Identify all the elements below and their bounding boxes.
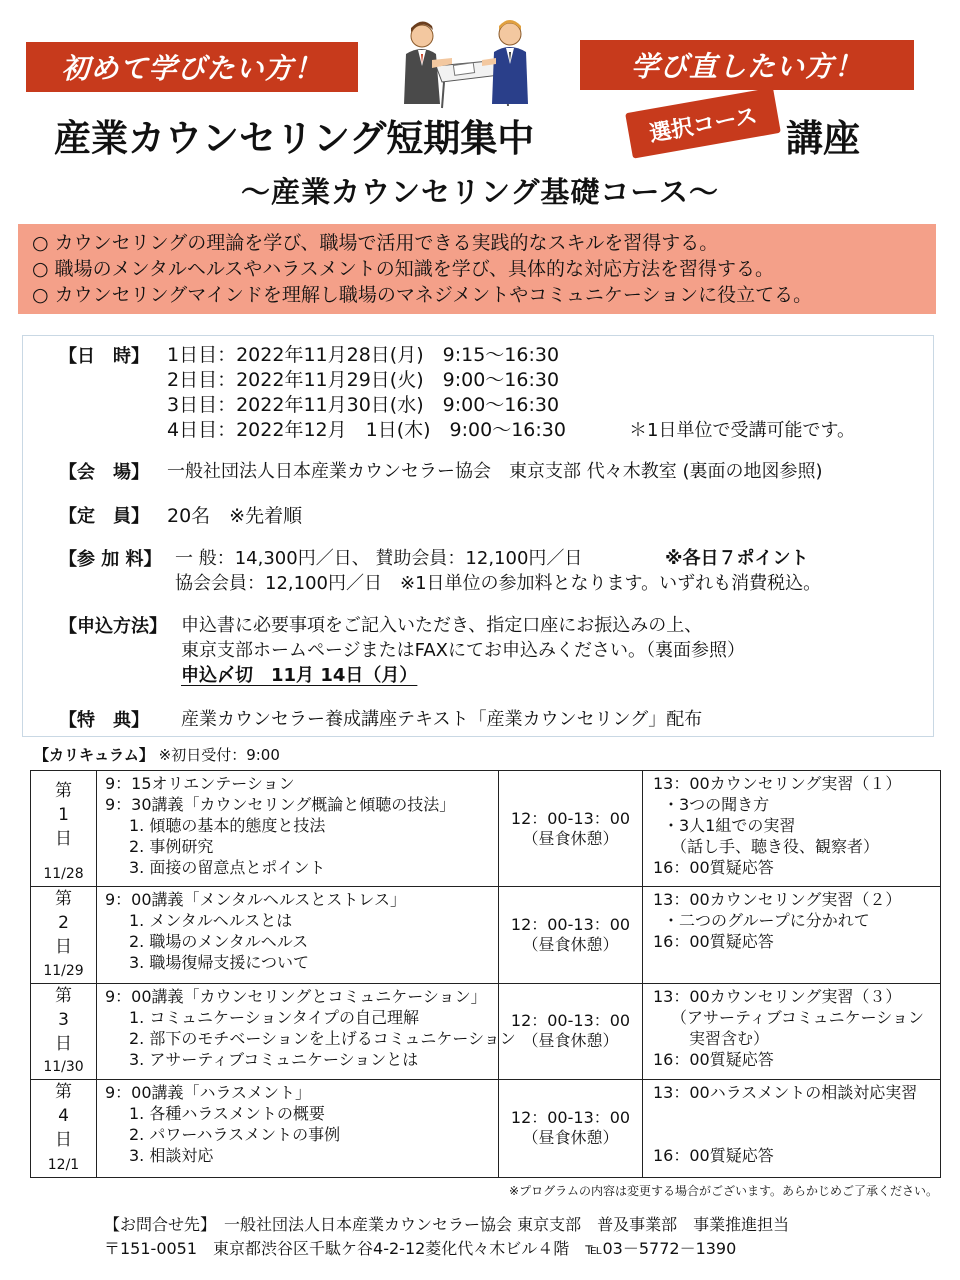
- morning-item: 1. 各種ハラスメントの概要: [129, 1103, 325, 1123]
- fee-label: 【参 加 料】: [59, 549, 162, 570]
- afternoon-line: （話し手、聴き役、観察者）: [671, 837, 880, 856]
- day-label: 日: [55, 937, 72, 958]
- afternoon-line: ・3人1組での実習: [663, 816, 796, 835]
- reception-note: ※初日受付：9:00: [158, 746, 280, 764]
- day-label: 1: [58, 805, 69, 825]
- lunch-cell: [499, 1079, 643, 1177]
- lunch-time: 12：00-13：00: [510, 1108, 631, 1128]
- morning-item: 2. パワーハラスメントの事例: [129, 1124, 341, 1144]
- day-label: 日: [55, 1033, 72, 1054]
- day-date: 12/1: [47, 1157, 80, 1173]
- afternoon-cell: [643, 983, 941, 1079]
- capacity-value: 20名 ※先着順: [167, 505, 303, 527]
- morning-line: 9：15オリエンテーション: [105, 774, 295, 793]
- apply-label: 【申込方法】: [59, 616, 167, 637]
- curriculum-label: 【カリキュラム】: [34, 746, 154, 764]
- afternoon-line: ・3つの聞き方: [663, 795, 770, 814]
- apply-line-2: 東京支部ホームページまたはFAXにてお申込みください。（裏面参照）: [181, 640, 745, 661]
- afternoon-line: 16：00質疑応答: [653, 932, 774, 952]
- afternoon-line: ・二つのグループに分かれて: [663, 911, 870, 931]
- morning-item: 2. 職場のメンタルヘルス: [129, 932, 309, 952]
- table-row: [31, 771, 941, 887]
- morning-line: 9：00講義「ハラスメント」: [105, 1082, 312, 1102]
- subtitle: 〜産業カウンセリング基礎コース〜: [241, 175, 719, 209]
- lunch-cell: [499, 887, 643, 983]
- morning-item: 3. 職場復帰支援について: [129, 953, 310, 973]
- day-label: 3: [58, 1009, 69, 1030]
- lunch-time: 12：00-13：00: [510, 808, 631, 828]
- date-line-1: 1日目：2022年11月28日(月) 9:15〜16:30: [167, 344, 560, 366]
- morning-line: 9：30講義「カウンセリング概論と傾聴の技法」: [105, 795, 456, 814]
- benefit-value: 産業カウンセラー養成講座テキスト「産業カウンセリング」配布: [181, 709, 703, 730]
- day-label: 第: [55, 889, 72, 910]
- benefit-label: 【特 典】: [59, 710, 149, 731]
- afternoon-cell: [643, 1079, 941, 1177]
- morning-item: 2. 事例研究: [129, 837, 214, 856]
- morning-item: 3. 面接の留意点とポイント: [129, 858, 326, 877]
- day-label: 第: [55, 1081, 72, 1102]
- contact-line-1: 【お問合せ先】 一般社団法人日本産業カウンセラー協会 東京支部 普及事業部 事業推進担当: [104, 1215, 790, 1234]
- apply-line-1: 申込書に必要事項をご記入いただき、指定口座にお振込みの上、: [181, 615, 703, 636]
- table-row: [31, 1079, 941, 1177]
- morning-item: 1. コミュニケーションタイプの自己理解: [129, 1007, 419, 1027]
- day-label: 日: [55, 829, 72, 849]
- afternoon-line: （アサーティブコミュニケーション: [671, 1007, 924, 1027]
- day-cell: [31, 1079, 97, 1177]
- fee-line-1: 一 般：14,300円／日、 賛助会員：12,100円／日: [175, 548, 583, 569]
- afternoon-cell: [643, 887, 941, 983]
- lunch-cell: [499, 771, 643, 887]
- lunch-time: 12：00-13：00: [510, 1011, 631, 1031]
- morning-item: 3. アサーティブコミュニケーションとは: [129, 1049, 419, 1069]
- goal-item: ○ 職場のメンタルヘルスやハラスメントの知識を学び、具体的な対応方法を習得する。: [32, 258, 774, 280]
- lunch-label: （昼食休憩）: [522, 1031, 619, 1051]
- day-label: 4: [58, 1105, 69, 1126]
- morning-item: 1. メンタルヘルスとは: [129, 911, 293, 931]
- lunch-label: （昼食休憩）: [522, 1128, 619, 1148]
- goals-box: [18, 224, 936, 314]
- date-line-2: 2日目：2022年11月29日(火) 9:00〜16:30: [167, 369, 560, 391]
- morning-cell: [97, 771, 499, 887]
- day-label: 日: [55, 1129, 72, 1150]
- banner-relearn: 学び直したい方！: [580, 40, 914, 90]
- main-title: 産業カウンセリング短期集中: [54, 117, 535, 160]
- fee-line-2: 協会会員：12,100円／日 ※1日単位の参加料となります。いずれも消費税込。: [175, 573, 822, 594]
- afternoon-line: 13：00ハラスメントの相談対応実習: [653, 1082, 918, 1102]
- apply-deadline: 申込〆切 11月 14日（月）: [181, 665, 418, 686]
- contact-line-2: 〒151-0051 東京都渋谷区千駄ケ谷4-2-12菱化代々木ビル４階 ℡03－5772－1390: [104, 1239, 737, 1258]
- morning-line: 9：00講義「カウンセリングとコミュニケーション」: [105, 986, 487, 1006]
- date-note: ＊1日単位で受講可能です。: [629, 420, 856, 441]
- table-row: [31, 887, 941, 983]
- afternoon-line: 13：00カウンセリング実習（１）: [653, 774, 902, 793]
- day-label: 第: [55, 985, 72, 1006]
- select-course-badge: 選択コース: [625, 87, 781, 158]
- lunch-label: （昼食休憩）: [522, 828, 619, 848]
- two-people-meeting-illustration: [396, 14, 536, 110]
- morning-line: 9：00講義「メンタルヘルスとストレス」: [105, 890, 406, 910]
- table-row: [31, 983, 941, 1079]
- afternoon-cell: [643, 771, 941, 887]
- info-box: [22, 335, 934, 737]
- day-label: 2: [58, 913, 69, 934]
- goal-item: ○ カウンセリングマインドを理解し職場のマネジメントやコミュニケーションに役立てる。: [32, 284, 813, 306]
- banner-first-time: 初めて学びたい方！: [26, 42, 358, 92]
- morning-cell: [97, 983, 516, 1079]
- afternoon-line: 16：00質疑応答: [653, 1145, 774, 1165]
- main-title-suffix: 講座: [786, 117, 860, 160]
- venue-label: 【会 場】: [59, 462, 149, 483]
- lunch-cell: [499, 983, 643, 1079]
- fee-points: ※各日７ポイント: [665, 548, 809, 569]
- morning-item: 2. 部下のモチベーションを上げるコミュニケーション: [129, 1028, 516, 1048]
- afternoon-line: 16：00質疑応答: [653, 858, 774, 877]
- lunch-label: （昼食休憩）: [522, 934, 619, 954]
- afternoon-line: 16：00質疑応答: [653, 1049, 774, 1069]
- lunch-time: 12：00-13：00: [510, 914, 631, 934]
- morning-item: 1. 傾聴の基本的態度と技法: [129, 816, 326, 835]
- day-label: 第: [55, 781, 72, 801]
- morning-cell: [97, 1079, 499, 1177]
- day-date: 11/29: [43, 962, 84, 979]
- program-change-note: ※プログラムの内容は変更する場合がございます。あらかじめご了承ください。: [509, 1184, 938, 1198]
- day-cell: [31, 771, 97, 887]
- morning-item: 3. 相談対応: [129, 1145, 214, 1165]
- afternoon-line: 実習含む）: [689, 1028, 770, 1048]
- day-date: 11/28: [43, 866, 84, 883]
- morning-cell: [97, 887, 499, 983]
- date-label: 【日 時】: [59, 346, 149, 367]
- day-date: 11/30: [43, 1058, 84, 1075]
- curriculum-heading: [34, 744, 280, 765]
- curriculum-table: [30, 770, 941, 1178]
- goal-item: ○ カウンセリングの理論を学び、職場で活用できる実践的なスキルを習得する。: [32, 232, 719, 254]
- date-line-4: 4日目：2022年12月 1日(木) 9:00〜16:30: [167, 419, 566, 441]
- capacity-label: 【定 員】: [59, 506, 149, 527]
- afternoon-line: 13：00カウンセリング実習（２）: [653, 890, 902, 910]
- venue-value: 一般社団法人日本産業カウンセラー協会 東京支部 代々木教室 (裏面の地図参照): [167, 461, 823, 482]
- day-cell: [31, 887, 97, 983]
- afternoon-line: 13：00カウンセリング実習（３）: [653, 986, 902, 1006]
- day-cell: [31, 983, 97, 1079]
- date-line-3: 3日目：2022年11月30日(水) 9:00〜16:30: [167, 394, 560, 416]
